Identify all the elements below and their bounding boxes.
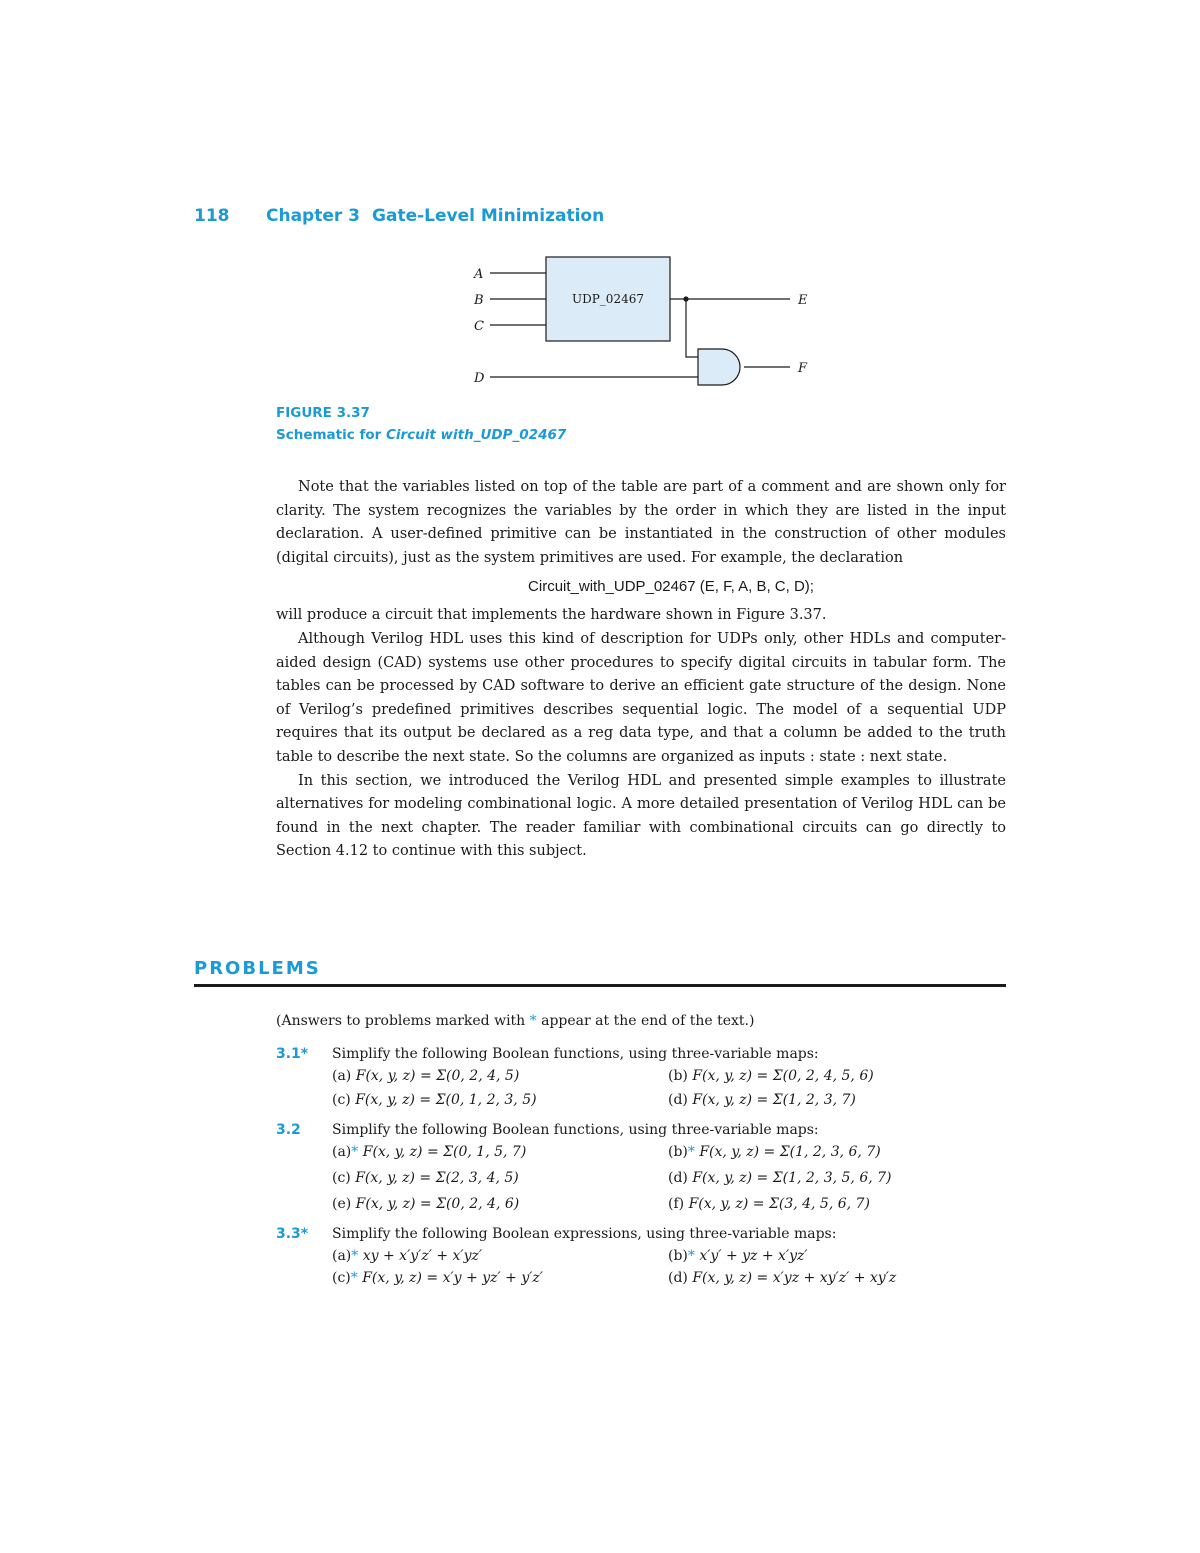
page-header — [194, 206, 604, 226]
part-label: (a) — [332, 1068, 352, 1084]
part-expression: F(x, y, z) = Σ(0, 2, 4, 6) — [355, 1196, 520, 1212]
problem-statement: Simplify the following Boolean functions, using three-variable maps: — [332, 1122, 819, 1138]
problem-part-c — [332, 1270, 543, 1286]
part-expression: F(x, y, z) = Σ(3, 4, 5, 6, 7) — [688, 1196, 870, 1212]
figure-caption — [276, 402, 566, 446]
and-gate — [698, 349, 740, 385]
part-label: (c) — [332, 1270, 351, 1286]
part-expression: F(x, y, z) = x′yz + xy′z′ + xy′z — [692, 1270, 897, 1286]
problem-row — [332, 1170, 1006, 1192]
part-label: (a) — [332, 1144, 352, 1160]
code-declaration: Circuit_with_UDP_02467 (E, F, A, B, C, D); — [528, 578, 814, 596]
part-label: (b) — [668, 1068, 688, 1084]
star-marker: * — [529, 1013, 537, 1029]
input-label-b: B — [474, 293, 484, 308]
problem-number: 3.1* — [276, 1046, 309, 1062]
part-label: (d) — [668, 1270, 688, 1286]
problem-part-b — [668, 1144, 881, 1160]
answers-note — [276, 1013, 754, 1029]
output-label-f: F — [798, 361, 808, 376]
problem-row — [332, 1092, 1006, 1114]
part-label: (c) — [332, 1092, 351, 1108]
udp-block-label: UDP_02467 — [572, 292, 644, 306]
part-label: (b) — [668, 1144, 688, 1160]
problem-row — [332, 1196, 1006, 1218]
answers-note-text: (Answers to problems marked with — [276, 1013, 526, 1029]
star-marker: * — [687, 1248, 695, 1264]
part-expression: F(x, y, z) = Σ(1, 2, 3, 6, 7) — [699, 1144, 881, 1160]
figure-number: FIGURE 3.37 — [276, 405, 370, 421]
input-label-d: D — [474, 371, 485, 386]
part-expression: xy + x′y′z′ + x′yz′ — [362, 1248, 483, 1264]
part-expression: F(x, y, z) = Σ(0, 1, 2, 3, 5) — [355, 1092, 537, 1108]
part-label: (d) — [668, 1170, 688, 1186]
schematic-figure — [460, 250, 820, 390]
part-expression: F(x, y, z) = Σ(0, 1, 5, 7) — [362, 1144, 527, 1160]
problem-row — [332, 1144, 1006, 1166]
part-expression: F(x, y, z) = Σ(2, 3, 4, 5) — [355, 1170, 519, 1186]
problem-part-d — [668, 1270, 896, 1286]
paragraph-3: Although Verilog HDL uses this kind of description for UDPs only, other HDLs and computer-aided design (CAD) systems use other procedures to specify digital circuits in tabular form. The tables can be processed by CAD software to derive an efficient gate structure of the design. None of Verilog’s predefined primitives describes sequential logic. The model of a sequential UDP requires that its output be declared as a reg data type, and that a column be added to the truth table to describe the next state. So the columns are organized as inputs : state : next state. — [276, 630, 1006, 765]
part-expression: x′y′ + yz + x′yz′ — [699, 1248, 808, 1264]
paragraph-4: In this section, we introduced the Verilog HDL and presented simple examples to illustrate alternatives for modeling combinational logic. A more detailed presentation of Verilog HDL can be found in the next chapter. The reader familiar with combinational circuits can go directly to Section 4.12 to continue with this subject. — [276, 772, 1006, 860]
answers-note-text-end: appear at the end of the text.) — [541, 1013, 755, 1029]
star-marker: * — [350, 1270, 358, 1286]
star-marker: * — [687, 1144, 695, 1160]
part-expression: F(x, y, z) = Σ(0, 2, 4, 5, 6) — [692, 1068, 874, 1084]
star-marker: * — [351, 1248, 359, 1264]
problem-part-a — [332, 1248, 482, 1264]
paragraph-2: will produce a circuit that implements the hardware shown in Figure 3.37. — [276, 607, 827, 624]
page-number: 118 — [194, 206, 230, 226]
problem-statement: Simplify the following Boolean functions, using three-variable maps: — [332, 1046, 819, 1062]
input-label-c: C — [474, 319, 484, 334]
problem-part-b — [668, 1068, 874, 1084]
figure-title-name: Circuit with_UDP_02467 — [385, 427, 567, 443]
problem-number: 3.2 — [276, 1122, 301, 1138]
junction-dot — [683, 296, 688, 301]
part-label: (f) — [668, 1196, 685, 1212]
problem-part-d — [668, 1170, 892, 1186]
figure-title-prefix: Schematic for — [276, 427, 386, 443]
problem-number: 3.3* — [276, 1226, 309, 1242]
problem-row — [332, 1248, 1006, 1270]
problem-row — [332, 1270, 1006, 1292]
part-label: (a) — [332, 1248, 352, 1264]
problems-divider — [194, 984, 1006, 987]
problem-part-e — [332, 1196, 519, 1212]
part-expression: F(x, y, z) = Σ(1, 2, 3, 7) — [692, 1092, 856, 1108]
part-expression: F(x, y, z) = Σ(0, 2, 4, 5) — [355, 1068, 520, 1084]
part-label: (c) — [332, 1170, 351, 1186]
part-expression: F(x, y, z) = x′y + yz′ + y′z′ — [362, 1270, 543, 1286]
part-label: (b) — [668, 1248, 688, 1264]
input-label-a: A — [474, 267, 484, 282]
problem-row — [332, 1068, 1006, 1090]
problem-part-a — [332, 1144, 526, 1160]
chapter-label: Chapter 3 — [266, 206, 361, 226]
problem-part-d — [668, 1092, 856, 1108]
figure-title — [276, 424, 566, 446]
star-marker: * — [351, 1144, 359, 1160]
part-label: (d) — [668, 1092, 688, 1108]
problems-heading: PROBLEMS — [194, 958, 321, 979]
paragraph-1: Note that the variables listed on top of the table are part of a comment and are shown only for clarity. The system recognizes the variables by the order in which they are listed in the input declaration. A user-defined primitive can be instantiated in the construction of other modules (digital circuits), just as the system primitives are used. For example, the declaration — [276, 479, 1006, 566]
wire-e-branch — [686, 299, 698, 357]
part-expression: F(x, y, z) = Σ(1, 2, 3, 5, 6, 7) — [692, 1170, 892, 1186]
output-label-e: E — [798, 293, 808, 308]
chapter-title: Gate-Level Minimization — [372, 206, 605, 226]
problem-part-f — [668, 1196, 870, 1212]
body-text — [276, 476, 1006, 864]
problem-part-b — [668, 1248, 808, 1264]
problem-part-c — [332, 1092, 537, 1108]
problem-statement: Simplify the following Boolean expressions, using three-variable maps: — [332, 1226, 837, 1242]
problem-part-c — [332, 1170, 519, 1186]
part-label: (e) — [332, 1196, 352, 1212]
problem-part-a — [332, 1068, 519, 1084]
